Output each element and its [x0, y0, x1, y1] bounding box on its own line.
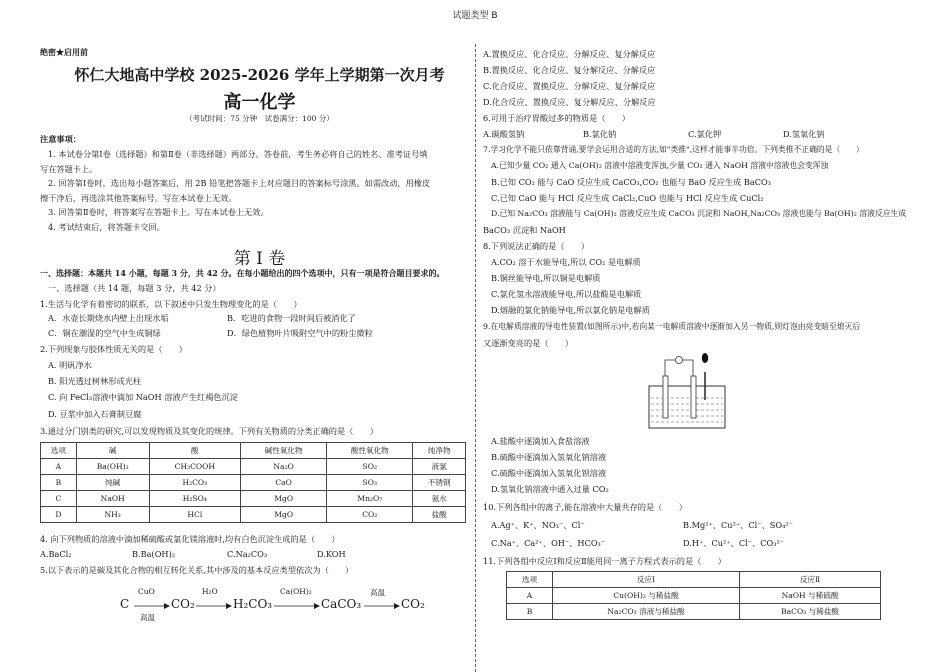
- q7-option-d: D.已知 Na₂CO₃ 溶液能与 Ca(OH)₂ 溶液反应生成 CaCO₃ 沉淀和 NaOH,Na₂CO₃ 溶液也能与 Ba(OH)₂ 溶液反应生成: [491, 209, 907, 218]
- q6-stem: 6.可用于治疗胃酸过多的物质是（ ）: [483, 113, 630, 123]
- q8-option-a: A.CO₂ 溶于水能导电,所以 CO₂ 是电解质: [491, 257, 641, 267]
- table-row: [507, 604, 881, 620]
- table-row: [41, 507, 466, 523]
- secret-label: 绝密★启用前: [40, 47, 88, 57]
- table-cell: SO₂: [327, 459, 413, 475]
- condition-above: H₂O: [202, 587, 218, 596]
- q11-stem: 11.下列各组中反应Ⅰ和反应Ⅱ能用同一离子方程式表示的是（ ）: [483, 556, 726, 566]
- q7-option-c: C.已知 CaO 能与 HCl 反应生成 CaCl₂,CuO 也能与 HCl 反应生成 CuCl₂: [491, 193, 764, 203]
- table-cell: Na₂O: [241, 459, 327, 475]
- table-header-cell: 酸: [149, 443, 240, 459]
- table-cell: 氨水: [413, 491, 466, 507]
- table-cell: B: [507, 604, 553, 620]
- q2-option-a: A. 明矾净水: [48, 360, 92, 370]
- table-header-cell: 碱性氧化物: [241, 443, 327, 459]
- species-caco3: CaCO₃: [321, 597, 362, 611]
- note-line: 4. 考试结束后，将答题卡交回。: [48, 221, 165, 232]
- subject-title: 高一化学: [223, 92, 296, 113]
- q11-table: [506, 571, 881, 620]
- q2-stem: 2.下列现象与胶体性质无关的是（ ）: [40, 344, 187, 354]
- notes-heading: 注意事项：: [40, 134, 81, 144]
- q6-option-a: A.碳酸氢钠: [483, 129, 525, 139]
- table-cell: H₂CO₃: [149, 475, 240, 491]
- left-column: [40, 44, 467, 672]
- note-line: 1. 本试卷分第Ⅰ卷（选择题）和第Ⅱ卷（非选择题）两部分。答卷前，考生务必将自己的姓名、准考证号填: [48, 149, 428, 159]
- column-divider: [475, 44, 476, 672]
- table-cell: NH₃: [76, 507, 149, 523]
- table-cell: SO₃: [327, 475, 413, 491]
- table-header-cell: 反应Ⅱ: [740, 572, 881, 588]
- q5-option-b: B.置换反应、化合反应、复分解反应、分解反应: [483, 65, 656, 75]
- q10-option-c: C.Na⁺、Ca²⁺、OH⁻、HCO₃⁻: [491, 538, 606, 548]
- q10-option-b: B.Mg²⁺、Cu²⁺、Cl⁻、SO₄²⁻: [683, 520, 793, 530]
- table-cell: CaO: [241, 475, 327, 491]
- q9-option-c: C.硫酸中逐滴加入氢氧化钡溶液: [491, 468, 607, 478]
- table-header-row: [507, 572, 881, 588]
- q9-stem-cont: 又逐渐变亮的是（ ）: [483, 338, 574, 348]
- table-cell: HCl: [149, 507, 240, 523]
- table-cell: 不锈钢: [413, 475, 466, 491]
- table-cell: MgO: [241, 491, 327, 507]
- table-header-cell: 碱: [76, 443, 149, 459]
- table-cell: 液氯: [413, 459, 466, 475]
- species-co2-final: CO₂: [401, 597, 425, 611]
- table-row: [41, 459, 466, 475]
- table-cell: H₂SO₄: [149, 491, 240, 507]
- q4-option-d: D.KOH: [317, 549, 346, 559]
- q8-stem: 8.下列说法正确的是（ ）: [483, 241, 590, 251]
- table-header-cell: 酸性氧化物: [327, 443, 413, 459]
- conductivity-apparatus-figure: [645, 352, 739, 432]
- q4-option-a: A.BaCl₂: [40, 549, 72, 559]
- note-line: 2. 回答第Ⅰ卷时，选出每小题答案后，用 2B 铅笔把答题卡上对应题目的答案标号涂黑。如需改动，用橡皮: [48, 178, 431, 188]
- q3-stem: 3.通过分门别类的研究,可以发现物质及其变化的规律。下列有关物质的分类正确的是（ ）: [40, 426, 378, 436]
- q4-option-b: B.Ba(OH)₂: [132, 549, 176, 559]
- q1-stem: 1.生活与化学有着密切的联系，以下叙述中只发生物理变化的是（ ）: [40, 299, 302, 309]
- paper-type-label: 试题类型 B: [452, 11, 498, 21]
- q6-option-c: C.氯化钾: [688, 129, 722, 139]
- q8-option-d: D.熔融的氯化钠能导电,所以氯化钠是电解质: [491, 305, 650, 315]
- section-instruction: 一、选择题：本题共 14 小题，每题 3 分，共 42 分。在每小题给出的四个选项中，只有一项是符合题目要求的。: [40, 268, 445, 278]
- condition-below: 高温: [140, 613, 155, 622]
- table-cell: NaOH 与稀硫酸: [740, 588, 881, 604]
- q7-option-d-cont: BaCO₃ 沉淀和 NaOH: [483, 225, 566, 235]
- q7-stem: 7.学习化学不能只依靠背诵,要学会运用合适的方法,如"类推",这样才能事半功倍。下列类推不正确的是（ ）: [483, 145, 864, 154]
- table-cell: Ba(OH)₂: [76, 459, 149, 475]
- q4-option-c: C.Na₂CO₃: [227, 549, 268, 559]
- q3-table: [40, 442, 466, 523]
- table-cell: 盐酸: [413, 507, 466, 523]
- table-cell: CH₃COOH: [149, 459, 240, 475]
- table-cell: A: [41, 459, 77, 475]
- table-row: [507, 588, 881, 604]
- table-cell: B: [41, 475, 77, 491]
- q10-stem: 10.下列各组中的离子,能在溶液中大量共存的是（ ）: [483, 502, 687, 512]
- q4-stem: 4. 向下列物质的溶液中滴加稀硫酸或氯化镁溶液时,均有白色沉淀生成的是（ ）: [40, 534, 340, 544]
- table-cell: NaOH: [76, 491, 149, 507]
- q1-option-a: A．水壶长期烧水内壁上出现水垢: [48, 313, 169, 323]
- right-column: [483, 44, 907, 672]
- part1-heading: 第 Ⅰ 卷: [233, 249, 286, 269]
- section-sub: 一、选择题（共 14 题，每题 3 分，共 42 分）: [48, 283, 221, 293]
- table-row: [41, 475, 466, 491]
- condition-above: 高温: [370, 588, 385, 597]
- q10-option-d: D.H⁺、Cu²⁺、Cl⁻、CO₃²⁻: [683, 538, 785, 548]
- table-cell: D: [41, 507, 77, 523]
- note-line: 3. 回答第Ⅱ卷时，将答案写在答题卡上。写在本试卷上无效。: [48, 207, 269, 217]
- table-cell: Mn₂O₇: [327, 491, 413, 507]
- q6-option-b: B.氯化钠: [583, 129, 617, 139]
- table-header-cell: 纯净物: [413, 443, 466, 459]
- table-cell: 纯碱: [76, 475, 149, 491]
- species-c: C: [120, 597, 130, 611]
- q1-option-c: C．铜在潮湿的空气中生成铜绿: [48, 328, 161, 338]
- table-cell: A: [507, 588, 553, 604]
- q9-option-a: A.盐酸中逐滴加入食盐溶液: [491, 436, 590, 446]
- q9-stem: 9.在电解质溶液的导电性装置(如图所示)中,若向某一电解质溶液中逐渐加入另一物质,则灯泡由亮变暗至熄灭后: [483, 322, 861, 331]
- table-header-row: [41, 443, 466, 459]
- table-header-cell: 选项: [41, 443, 77, 459]
- q2-option-c: C. 向 FeCl₃溶液中滴加 NaOH 溶液产生红褐色沉淀: [48, 392, 238, 402]
- q5-reaction-chain: [120, 582, 425, 632]
- q8-option-b: B.铜丝能导电,所以铜是电解质: [491, 273, 601, 283]
- table-cell: Na₂CO₃ 溶液与稀盐酸: [553, 604, 740, 620]
- q6-option-d: D.氢氧化钠: [783, 129, 825, 139]
- table-cell: C: [41, 491, 77, 507]
- q2-option-b: B. 阳光透过树林形成光柱: [48, 376, 142, 386]
- table-cell: MgO: [241, 507, 327, 523]
- q5-option-a: A.置换反应、化合反应、分解反应、复分解反应: [483, 49, 656, 59]
- q5-stem: 5.以下表示的是碳及其化合物的相互转化关系,其中涉及的基本反应类型依次为（ ）: [40, 565, 354, 575]
- exam-meta: （考试时间：75 分钟 试卷满分：100 分）: [185, 114, 334, 123]
- q7-option-a: A.已知少量 CO₂ 通入 Ca(OH)₂ 溶液中溶液变浑浊,少量 CO₂ 通入 NaOH 溶液中溶液也会变浑浊: [491, 161, 829, 170]
- species-co2: CO₂: [171, 597, 195, 611]
- table-header-cell: 选项: [507, 572, 553, 588]
- table-cell: CO₂: [327, 507, 413, 523]
- note-line: 写在答题卡上。: [40, 163, 98, 174]
- q9-option-b: B.硫酸中逐滴加入氢氧化钠溶液: [491, 452, 607, 462]
- exam-title: 怀仁大地高中学校 2025-2026 学年上学期第一次月考: [74, 66, 445, 84]
- table-header-cell: 反应Ⅰ: [553, 572, 740, 588]
- condition-above: CuO: [138, 587, 155, 596]
- q9-option-d: D.氢氧化钠溶液中通入过量 CO₂: [491, 484, 609, 494]
- q5-option-c: C.化合反应、置换反应、分解反应、复分解反应: [483, 81, 656, 91]
- q7-option-b: B.已知 CO₂ 能与 CaO 反应生成 CaCO₃,CO₂ 也能与 BaO 反应生成 BaCO₃: [491, 177, 772, 187]
- species-h2co3: H₂CO₃: [233, 597, 273, 611]
- q1-option-d: D．绿色植物叶片吸附空气中的粉尘微粒: [227, 328, 373, 338]
- table-cell: Cu(OH)₂ 与稀盐酸: [553, 588, 740, 604]
- table-cell: BaCO₃ 与稀盐酸: [740, 604, 881, 620]
- q1-option-b: B．吃进的食物一段时间后被消化了: [227, 313, 356, 323]
- table-row: [41, 491, 466, 507]
- q2-option-d: D. 豆浆中加入石膏制豆腐: [48, 409, 142, 419]
- condition-above: Ca(OH)₂: [280, 587, 312, 596]
- q10-option-a: A.Ag⁺、K⁺、NO₃⁻、Cl⁻: [491, 520, 585, 530]
- note-line: 擦干净后，再选涂其他答案标号。写在本试卷上无效。: [40, 192, 237, 203]
- q5-option-d: D.化合反应、置换反应、复分解反应、分解反应: [483, 97, 656, 107]
- q8-option-c: C.氯化氢水溶液能导电,所以盐酸是电解质: [491, 289, 642, 299]
- notes-list: [40, 147, 431, 234]
